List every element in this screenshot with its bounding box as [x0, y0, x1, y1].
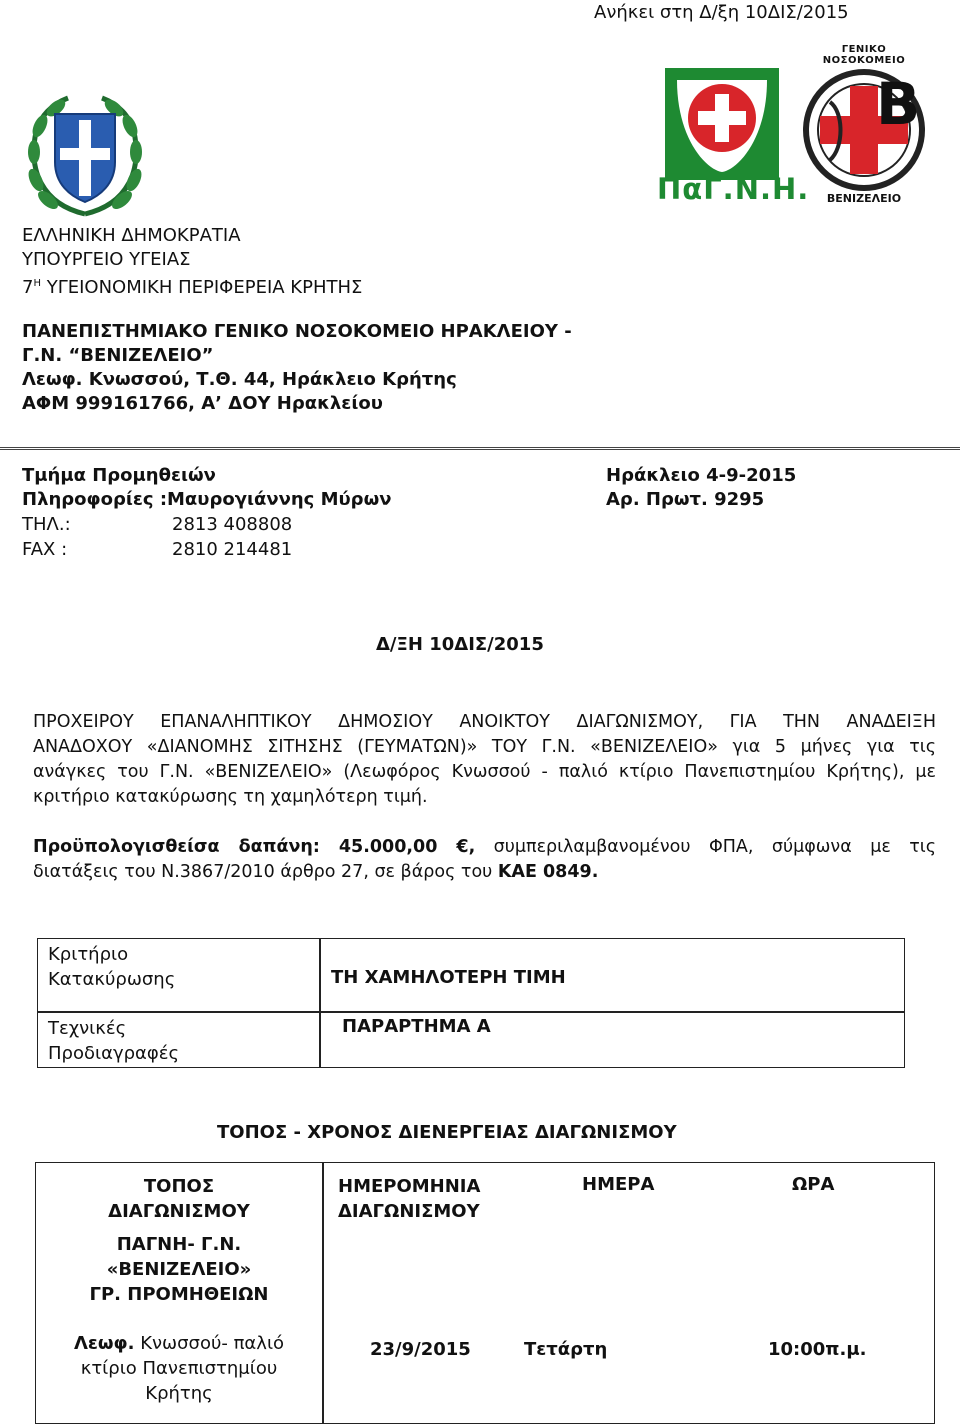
- schedule-heading: ΤΟΠΟΣ - ΧΡΟΝΟΣ ΔΙΕΝΕΡΓΕΙΑΣ ΔΙΑΓΩΝΙΣΜΟΥ: [217, 1122, 677, 1143]
- hospital-name-2: Γ.Ν. “ΒΕΝΙΖΕΛΕΙΟ”: [22, 345, 214, 366]
- header-place: ΤΟΠΟΣ ΔΙΑΓΩΝΙΣΜΟΥ: [108, 1176, 250, 1222]
- pagni-logo-text: ΠαΓ.Ν.Η.: [657, 172, 810, 206]
- fax-value: 2810 214481: [172, 539, 293, 560]
- state-emblem: [22, 92, 148, 222]
- hospital-block: [22, 320, 572, 416]
- budget-line-1: Προϋπολογισθείσα δαπάνη: 45.000,00 €, συμπεριλαμβανομένου ΦΠΑ, σύμφωνα με τις: [33, 837, 936, 857]
- tel-value: 2813 408808: [172, 514, 293, 535]
- protocol-number: Αρ. Πρωτ. 9295: [606, 489, 765, 510]
- criteria-label: Κριτήριο Κατακύρωσης: [48, 944, 176, 990]
- venizeleio-logo-letter: B: [876, 70, 921, 138]
- description-line-2: ΑΝΑΔΟΧΟΥ «ΔΙΑΝΟΜΗΣ ΣΙΤΗΣΗΣ (ΓΕΥΜΑΤΩΝ)» ΤΟΥ Γ.Ν. «ΒΕΝΙΖΕΛΕΙΟ» για 5 μήνες για τις: [33, 737, 936, 757]
- information-contact: Πληροφορίες :Μαυρογιάννης Μύρων: [22, 489, 392, 510]
- authority-line-3: $7^H$ ΥΓΕΙΟΝΟΜΙΚΗ ΠΕΡΙΦΕΡΕΙΑ ΚΡΗΤΗΣ: [22, 277, 363, 298]
- document-title: Δ/ΞΗ 10ΔΙΣ/2015: [376, 634, 544, 655]
- schedule-col-divider-1: [322, 1162, 324, 1424]
- budget-paragraph: [33, 835, 936, 885]
- header-day: ΗΜΕΡΑ: [582, 1174, 655, 1195]
- criteria-value: ΤΗ ΧΑΜΗΛΟΤΕΡΗ ΤΙΜΗ: [331, 967, 566, 988]
- description-line-3: ανάγκες του Γ.Ν. «ΒΕΝΙΖΕΛΕΙΟ» (Λεωφόρος Κνωσσού - παλιό κτίριο Πανεπιστημίου Κρήτης), με: [33, 762, 936, 782]
- hospital-name-1: ΠΑΝΕΠΙΣΤΗΜΙΑΚΟ ΓΕΝΙΚΟ ΝΟΣΟΚΟΜΕΙΟ ΗΡΑΚΛΕΙΟΥ -: [22, 321, 572, 342]
- tender-date: 23/9/2015: [370, 1339, 471, 1360]
- header-divider: [0, 447, 960, 450]
- tel-label: ΤΗΛ.:: [22, 514, 71, 535]
- place-cell: ΠΑΓΝΗ- Γ.Ν. «ΒΕΝΙΖΕΛΕΙΟ» ΓΡ. ΠΡΟΜΗΘΕΙΩΝ Λεωφ. Κνωσσού- παλιό κτίριο Πανεπιστημίου Κρήτης: [73, 1234, 285, 1404]
- place-date: Ηράκλειο 4-9-2015: [606, 465, 797, 486]
- authority-line-1: ΕΛΛΗΝΙΚΗ ΔΗΜΟΚΡΑΤΙΑ: [22, 225, 241, 246]
- specs-value: ΠΑΡΑΡΤΗΜΑ Α: [342, 1016, 491, 1037]
- venizeleio-logo-bottom-text: ΒΕΝΙΖΕΛΕΙΟ: [826, 192, 902, 205]
- criteria-table-divider: [319, 938, 321, 1068]
- tender-description: [33, 710, 936, 810]
- fax-label: FAX :: [22, 539, 68, 560]
- document-reference-note: Ανήκει στη Δ/ξη 10ΔΙΣ/2015: [594, 2, 849, 23]
- description-line-1: ΠΡΟΧΕΙΡΟΥ ΕΠΑΝΑΛΗΠΤΙΚΟΥ ΔΗΜΟΣΙΟΥ ΑΝΟΙΚΤΟΥ ΔΙΑΓΩΝΙΣΜΟΥ, ΓΙΑ ΤΗΝ ΑΝΑΔΕΙΞΗ: [33, 712, 936, 732]
- budget-line-2: διατάξεις του Ν.3867/2010 άρθρο 27, σε βάρος του ΚΑΕ 0849.: [33, 862, 599, 882]
- header-date: ΗΜΕΡΟΜΗΝΙΑ ΔΙΑΓΩΝΙΣΜΟΥ: [338, 1176, 481, 1222]
- tender-day: Τετάρτη: [524, 1339, 608, 1360]
- hospital-address: Λεωφ. Κνωσσού, Τ.Θ. 44, Ηράκλειο Κρήτης: [22, 369, 457, 390]
- criteria-table-row-divider: [37, 1011, 905, 1013]
- hospital-afm: ΑΦΜ 999161766, Α’ ΔΟΥ Ηρακλείου: [22, 393, 383, 414]
- venizeleio-logo-top-text: ΓΕΝΙΚΟ ΝΟΣΟΚΟΜΕΙΟ: [822, 44, 906, 66]
- description-line-4: κριτήριο κατακύρωσης τη χαμηλότερη τιμή.: [33, 787, 428, 807]
- authority-block: [22, 224, 362, 300]
- header-time: ΩΡΑ: [792, 1174, 835, 1195]
- specs-label: Τεχνικές Προδιαγραφές: [48, 1018, 180, 1064]
- authority-line-2: ΥΠΟΥΡΓΕΙΟ ΥΓΕΙΑΣ: [22, 249, 191, 270]
- tender-time: 10:00π.μ.: [768, 1339, 867, 1360]
- department: Τμήμα Προμηθειών: [22, 465, 216, 486]
